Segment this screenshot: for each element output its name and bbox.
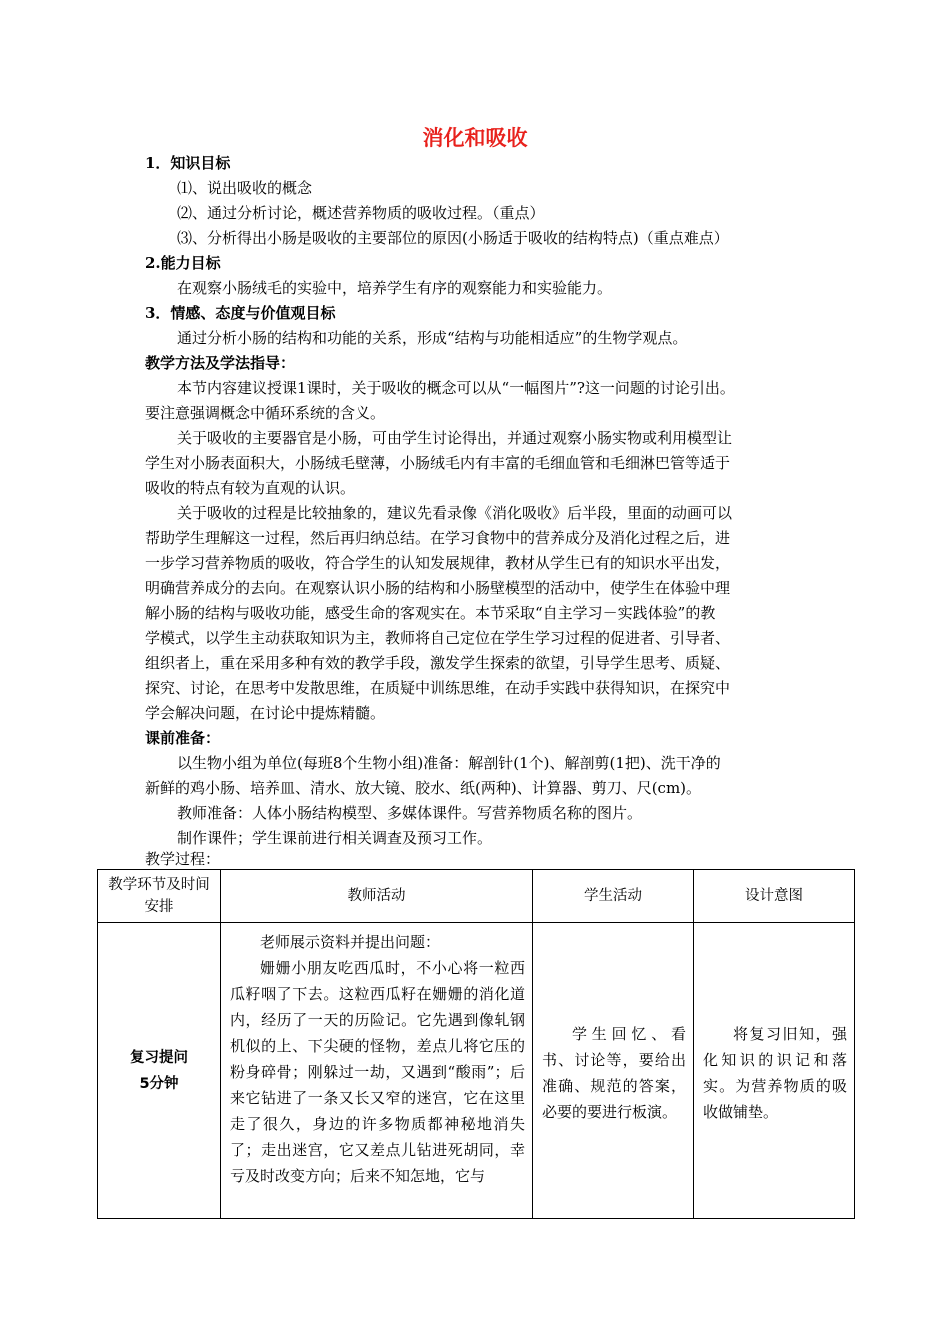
header-cell: 教学环节及时间安排	[98, 870, 221, 923]
paragraph-line: 帮助学生理解这一过程，然后再归纳总结。在学习食物中的营养成分及消化过程之后，进	[145, 529, 731, 547]
stage-duration: 5分钟	[139, 1075, 179, 1092]
paragraph-line: 教学过程：	[145, 850, 221, 868]
paragraph-line: 组织者上，重在采用多种有效的教学手段，激发学生探索的欲望，引导学生思考、质疑、	[145, 654, 731, 672]
paragraph-line: 新鲜的鸡小肠、培养皿、清水、放大镜、胶水、纸(两种)、计算器、剪刀、尺(cm)。	[145, 779, 702, 797]
paragraph-line: 明确营养成分的去向。在观察认识小肠的结构和小肠壁模型的活动中，使学生在体验中理	[145, 579, 731, 597]
teacher-activity-text	[221, 923, 532, 1189]
goal-item: ⑶、分析得出小肠是吸收的主要部位的原因(小肠适于吸收的结构特点)（重点难点）	[177, 229, 729, 247]
section-heading: 教学方法及学法指导：	[145, 354, 296, 372]
design-intent-text: 将复习旧知，强化知识的识记和落实。为营养物质的吸收做铺垫。	[703, 1024, 847, 1121]
paragraph-line: 本节内容建议授课1课时，关于吸收的概念可以从“一幅图片”?这一问题的讨论引出。	[177, 379, 735, 397]
student-activity-text: 学生回忆、看书、讨论等，要给出准确、规范的答案，必要的要进行板演。	[542, 1024, 686, 1121]
paragraph-line: 教师准备：人体小肠结构模型、多媒体课件。写营养物质名称的图片。	[177, 804, 643, 822]
paragraph-line: 探究、讨论，在思考中发散思维，在质疑中训练思维，在动手实践中获得知识，在探究中	[145, 679, 731, 697]
stage-name: 复习提问	[130, 1049, 188, 1066]
paragraph-line: 一步学习营养物质的吸收，符合学生的认知发展规律，教材从学生已有的知识水平出发，	[145, 554, 731, 572]
table-row	[98, 923, 855, 1219]
goal-item: ⑴、说出吸收的概念	[177, 179, 313, 197]
teacher-prompt: 老师展示资料并提出问题：	[260, 933, 441, 951]
section-heading: 2.能力目标	[145, 254, 221, 272]
teacher-activity-cell	[221, 923, 533, 1219]
student-activity-cell	[533, 923, 694, 1219]
section-heading: 1．知识目标	[145, 154, 231, 172]
paragraph-line: 制作课件；学生课前进行相关调查及预习工作。	[177, 829, 493, 847]
page-title: 消化和吸收	[422, 125, 528, 150]
paragraph-line: 关于吸收的过程是比较抽象的，建议先看录像《消化吸收》后半段，里面的动画可以	[177, 504, 733, 522]
table-header-row	[98, 870, 855, 923]
header-cell: 学生活动	[533, 870, 694, 923]
paragraph-line: 通过分析小肠的结构和功能的关系，形成“结构与功能相适应”的生物学观点。	[177, 329, 688, 347]
header-cell: 设计意图	[694, 870, 855, 923]
paragraph-line: 吸收的特点有较为直观的认识。	[145, 479, 356, 497]
paragraph-line: 以生物小组为单位(每班8个生物小组)准备：解剖针(1个)、解剖剪(1把)、洗干净的	[177, 754, 721, 772]
section-heading: 3．情感、态度与价值观目标	[145, 304, 336, 322]
paragraph-line: 在观察小肠绒毛的实验中，培养学生有序的观察能力和实验能力。	[177, 279, 613, 297]
stage-cell	[98, 923, 221, 1219]
paragraph-line: 学会解决问题，在讨论中提炼精髓。	[145, 704, 386, 722]
design-intent-cell	[694, 923, 855, 1219]
teacher-story: 姗姗小朋友吃西瓜时，不小心将一粒西瓜籽咽了下去。这粒西瓜籽在姗姗的消化道内，经历了一天的历险记。它先遇到像轧钢机似的上、下尖硬的怪物，差点儿将它压的粉身碎骨；刚躲过一劫，又遇到“酸雨”；后来它钻进了一条又长又窄的迷宫，它在这里走了很久，身边的许多物质都神秘地消失了；走出迷宫，它又差点儿钻进死胡同，幸亏及时改变方向；后来不知怎地，它与	[230, 959, 525, 1185]
header-cell: 教师活动	[221, 870, 533, 923]
paragraph-line: 关于吸收的主要器官是小肠，可由学生讨论得出，并通过观察小肠实物或利用模型让	[177, 429, 733, 447]
goal-item: ⑵、通过分析讨论，概述营养物质的吸收过程。（重点）	[177, 204, 545, 222]
paragraph-line: 学模式，以学生主动获取知识为主，教师将自己定位在学生学习过程的促进者、引导者、	[145, 629, 731, 647]
paragraph-line: 要注意强调概念中循环系统的含义。	[145, 404, 386, 422]
paragraph-line: 解小肠的结构与吸收功能，感受生命的客观实在。本节采取“自主学习－实践体验”的教	[145, 604, 716, 622]
section-heading: 课前准备：	[145, 729, 221, 747]
paragraph-line: 学生对小肠表面积大，小肠绒毛壁薄，小肠绒毛内有丰富的毛细血管和毛细淋巴管等适于	[145, 454, 731, 472]
lesson-process-table	[97, 869, 855, 1219]
